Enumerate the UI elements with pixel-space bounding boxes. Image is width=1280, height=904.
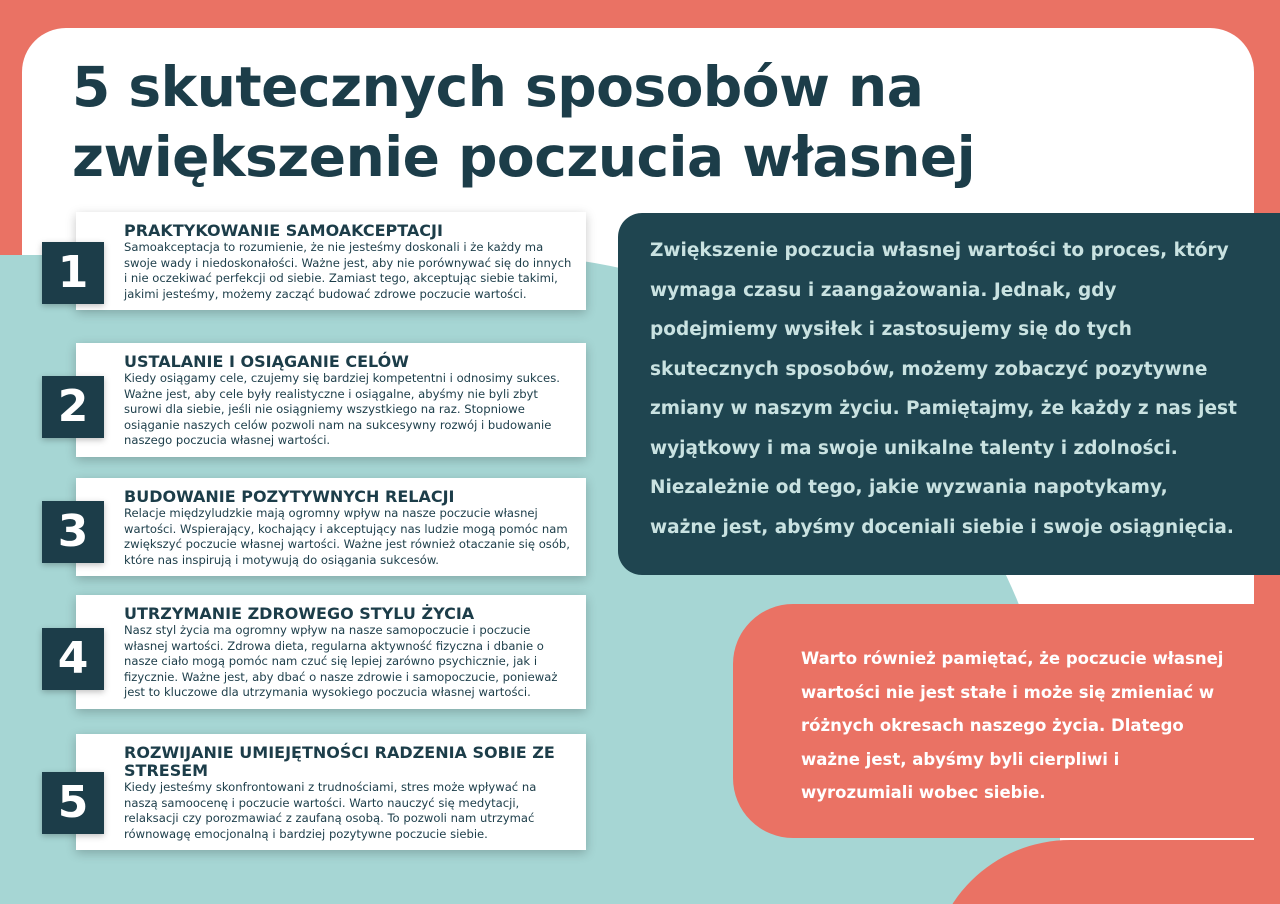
step-card-3: [76, 478, 586, 576]
step-card-4: [76, 595, 586, 709]
step-title: PRAKTYKOWANIE SAMOAKCEPTACJI: [124, 221, 443, 240]
step-body: Relacje międzyludzkie mają ogromny wpływ na nasze poczucie własnej wartości. Wspierający, kochający i akceptujący nas ludzie mogą pomóc nam zwiększyć poczucie własnej wartości. Ważne jest również otaczanie się osób, które nas inspirują i motywują do osiągania sukcesów.: [124, 506, 570, 567]
reminder-text: Warto również pamiętać, że poczucie własnej wartości nie jest stałe i może się zmieniać w różnych okresach naszego życia. Dlatego ważne jest, abyśmy byli cierpliwi i wyrozumiali wobec siebie.: [801, 649, 1224, 802]
step-number-badge: 5: [42, 772, 104, 834]
step-body: Kiedy jesteśmy skonfrontowani z trudnościami, stres może wpływać na naszą samoocenę i poczucie wartości. Warto nauczyć się medytacji, relaksacji czy porozmawiać z zaufaną osobą. To pozwoli nam utrzymać równowagę emocjonalną i bardziej pozytywne poczucie siebie.: [124, 780, 537, 841]
step-card-2: [76, 343, 586, 457]
step-card-1: [76, 212, 586, 310]
step-body: Samoakceptacja to rozumienie, że nie jesteśmy doskonali i że każdy ma swoje wady i niedoskonałości. Ważne jest, aby nie porównywać się do innych i nie oczekiwać perfekcji od siebie. Zamiast tego, akceptując siebie takimi, jakimi jesteśmy, możemy zacząć budować zdrowe poczucie wartości.: [124, 240, 572, 301]
step-body: Nasz styl życia ma ogromny wpływ na nasze samopoczucie i poczucie własnej wartości. Zdrowa dieta, regularna aktywność fizyczna i dbanie o nasze ciało mogą pomóc nam czuć się lepiej zarówno psychicznie, jak i fizycznie. Ważne jest, aby dbać o nasze zdrowie i samopoczucie, ponieważ jest to kluczowe dla utrzymania wysokiego poczucia własnej wartości.: [124, 623, 558, 699]
title-line-1: 5 skutecznych sposobów na: [72, 55, 924, 119]
step-title: UTRZYMANIE ZDROWEGO STYLU ŻYCIA: [124, 604, 475, 623]
step-title: USTALANIE I OSIĄGANIE CELÓW: [124, 352, 409, 371]
step-title: ROZWIJANIE UMIEJĘTNOŚCI RADZENIA SOBIE ZE STRESEM: [124, 743, 555, 780]
page-title: [72, 52, 1172, 192]
step-number-badge: 1: [42, 242, 104, 304]
reminder-box: [733, 604, 1280, 838]
step-card-5: [76, 734, 586, 850]
step-number-badge: 3: [42, 501, 104, 563]
title-line-2: zwiększenie poczucia własnej: [72, 125, 976, 189]
step-number-badge: 4: [42, 628, 104, 690]
step-number-badge: 2: [42, 376, 104, 438]
summary-box: [618, 213, 1280, 575]
step-body: Kiedy osiągamy cele, czujemy się bardziej kompetentni i odnosimy sukces. Ważne jest, aby cele były realistyczne i osiągalne, abyśmy nie byli zbyt surowi dla siebie, jeśli nie osiągniemy wszystkiego na raz. Stopniowe osiąganie naszych celów pozwoli nam na sukcesywny rozwój i budowanie naszego poczucia własnej wartości.: [124, 371, 560, 447]
summary-text: Zwiększenie poczucia własnej wartości to proces, który wymaga czasu i zaangażowania. Jednak, gdy podejmiemy wysiłek i zastosujemy się do tych skutecznych sposobów, możemy zobaczyć pozytywne zmiany w naszym życiu. Pamiętajmy, że każdy z nas jest wyjątkowy i ma swoje unikalne talenty i zdolności. Niezależnie od tego, jakie wyzwania napotykamy, ważne jest, abyśmy doceniali siebie i swoje osiągnięcia.: [650, 240, 1237, 538]
step-title: BUDOWANIE POZYTYWNYCH RELACJI: [124, 487, 455, 506]
